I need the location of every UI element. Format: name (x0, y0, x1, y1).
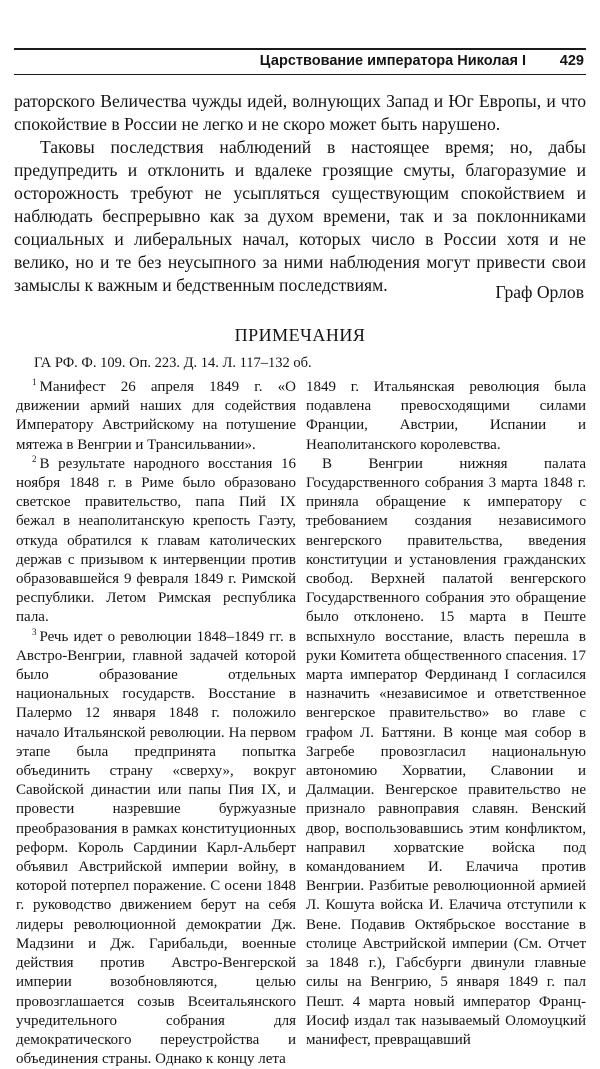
archive-reference: ГА РФ. Ф. 109. Оп. 223. Д. 14. Л. 117–132 об. (34, 355, 312, 371)
running-title: Царствование императора Николая I (259, 53, 526, 69)
page-number: 429 (559, 53, 584, 69)
footnote-text: Речь идет о революции 1848–1849 гг. в Австро-Венгрии, главной задачей которой было образование отдельных национальных государств. Восстание в Палермо 12 января 1848 г. положило начало Итальянской революции. На первом этапе была предпринята попытка объединить страну «сверху», вокруг Савойской династии или папы Пия IX, и провести назревшие буржуазные преобразования в рамках конституционных реформ. Король Сардинии Карл-Альберт объявил Австрийской империи войну, в которой потерпел поражение. С осени 1848 г. руководство движением берут на себя лидеры революционной демократии Дж. Мадзини и Дж. Гарибальди, военные действия против Австро-Венгерской империи возобновляются, целью провозглашается созыв Всеитальянского учредительного собрания для демократического переустройства и объединения страны. Однако к концу лета (16, 628, 296, 1068)
footnote (16, 628, 296, 1069)
running-header (14, 48, 586, 75)
signature: Граф Орлов (495, 282, 584, 302)
notes-heading: ПРИМЕЧАНИЯ (234, 325, 366, 345)
footnote-mark: 2 (32, 453, 37, 464)
footnote-text: Манифест 26 апреля 1849 г. «О движении армий наших для содействия Императору Австрийскому на потушение мятежа в Венгрии и Трансильвании». (16, 379, 296, 453)
footnote-mark: 1 (32, 377, 37, 387)
notes-right-column (306, 378, 586, 1050)
paragraph: раторского Величества чужды идей, волнующих Запад и Юг Европы, и что спокойствие в России не легко и не скоро может быть нарушено. (14, 91, 586, 134)
footnote (16, 455, 296, 628)
footnote (16, 378, 296, 455)
notes-left-column (16, 378, 296, 1069)
paragraph: Таковы последствия наблюдений в настоящее время; но, дабы предупредить и отклонить и вдалеке грозящие смуты, благоразумие и осторожность требуют не усыпляться существующим спокойствием и наблюдать беспрерывно как за духом времени, так и за поклонниками социальных и либеральных начал, которых число в России хотя и не велико, но и те без неусыпного за ними наблюдения могут привести свои замыслы к важным и бедственным последствиям. (14, 137, 586, 295)
main-text (14, 90, 586, 297)
footnote-paragraph: В Венгрии нижняя палата Государственного собрания 3 марта 1848 г. приняла обращение к императору с требованием создания независимого венгерского правительства, введения конституции и установления гражданских свобод. Верхней палатой венгерского Государственного собрания это обращение было отклонено. 15 марта в Пеште вспыхнуло восстание, власть перешла в руки Комитета общественного спасения. 17 марта император Фердинанд I согласился назначить «независимое и ответственное венгерское правительство» во главе с графом Л. Баттяни. В конце мая собор в Загребе провозгласил национальную автономию Хорватии, Славонии и Далмации. Венгерское правительство не признало равноправия славян. Венский двор, воспользовавшись этим конфликтом, направил хорватские войска под командованием И. Елачича против Венгрии. Разбитые революционной армией Л. Кошута войска И. Елачича отступили к Вене. Подавив Октябрьское восстание в столице Австрийской империи (См. Отчет за 1848 г.), Габсбурги двинули главные силы на Венгрию, 5 января 1849 г. пал Пешт. 4 марта новый император Франц-Иосиф издал так называемый Оломоуцкий манифест, превращавший (306, 455, 586, 1048)
footnote-mark: 3 (32, 626, 37, 637)
footnote-text: В результате народного восстания 16 ноября 1848 г. в Риме было образовано светское правительство, папа Пий IX бежал в неаполитанскую крепость Гаэту, откуда обратился к главам католических держав с призывом к интервенции против образовавшейся 9 февраля 1849 г. Римской республики. Летом Римская республика пала. (16, 455, 296, 626)
footnote-continuation: 1849 г. Итальянская революция была подавлена превосходящими силами Франции, Австрии, Испании и Неаполитанского королевства. (306, 379, 586, 453)
